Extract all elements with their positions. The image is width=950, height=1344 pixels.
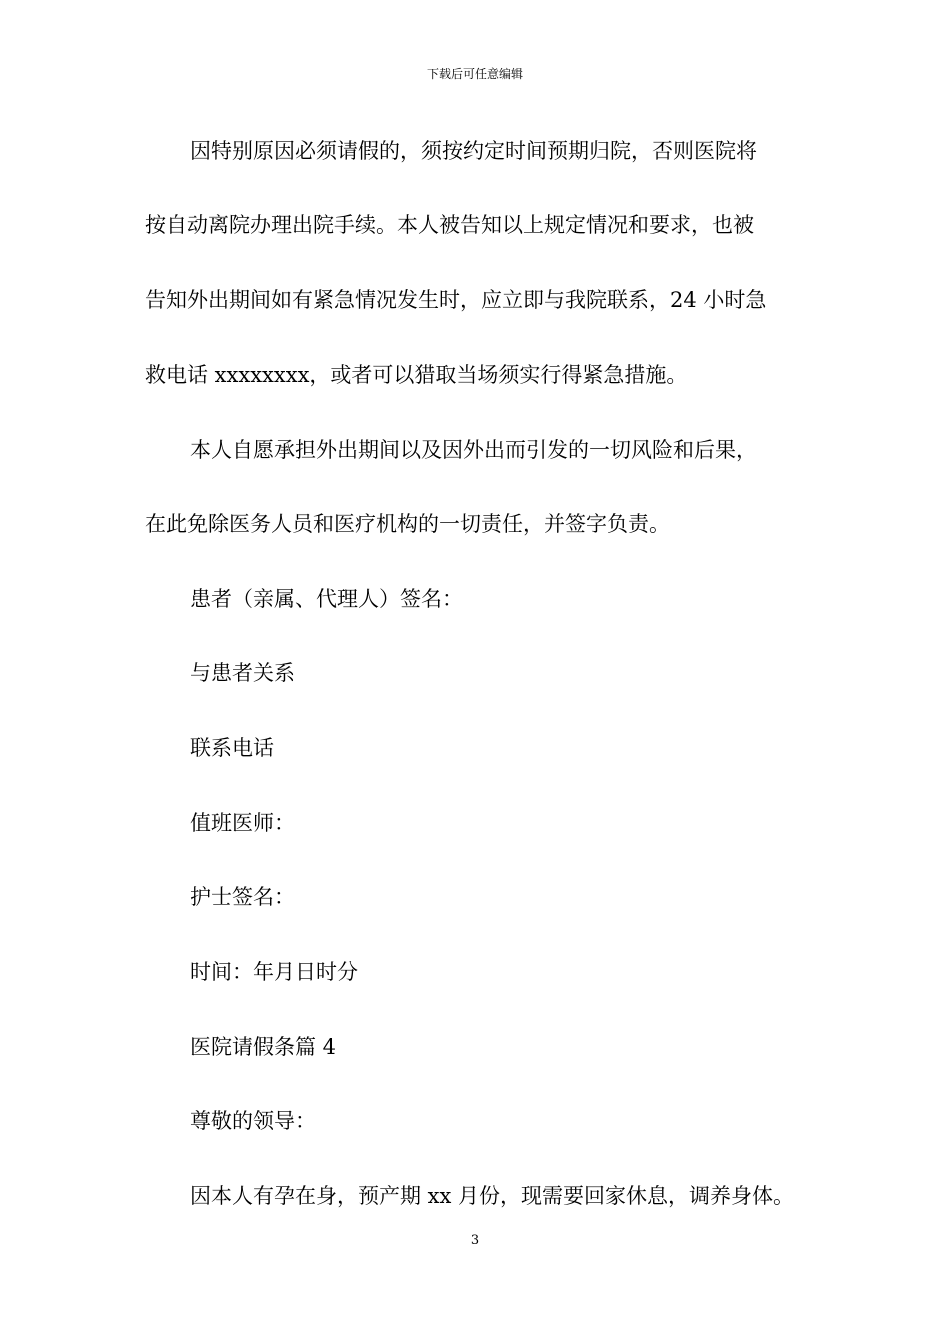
paragraph-1-line-3: 告知外出期间如有紧急情况发生时，应立即与我院联系，24 小时急 [145, 288, 767, 312]
field-nurse-signature: 护士签名： [190, 885, 295, 909]
field-duty-doctor: 值班医师： [190, 811, 295, 835]
paragraph-1-line-1: 因特别原因必须请假的，须按约定时间预期归院，否则医院将 [190, 139, 757, 163]
paragraph-1-line-2: 按自动离院办理出院手续。本人被告知以上规定情况和要求，也被 [145, 213, 754, 237]
paragraph-2-line-1: 本人自愿承担外出期间以及因外出而引发的一切风险和后果， [190, 438, 757, 462]
paragraph-2-line-2: 在此免除医务人员和医疗机构的一切责任，并签字负责。 [145, 512, 670, 536]
body-closing-line: 因本人有孕在身，预产期 xx 月份，现需要回家休息，调养身体。 [190, 1184, 795, 1208]
page-header: 下载后可任意编辑 [426, 67, 523, 81]
section-title: 医院请假条篇 4 [190, 1035, 337, 1059]
field-relationship: 与患者关系 [190, 661, 295, 685]
field-time: 时间：年月日时分 [190, 960, 358, 984]
paragraph-1-line-4: 救电话 xxxxxxxx，或者可以猎取当场须实行得紧急措施。 [145, 363, 688, 387]
salutation: 尊敬的领导： [190, 1109, 316, 1133]
page-number: 3 [470, 1233, 480, 1248]
field-phone: 联系电话 [190, 736, 274, 760]
field-patient-signature: 患者（亲属、代理人）签名： [190, 587, 463, 611]
